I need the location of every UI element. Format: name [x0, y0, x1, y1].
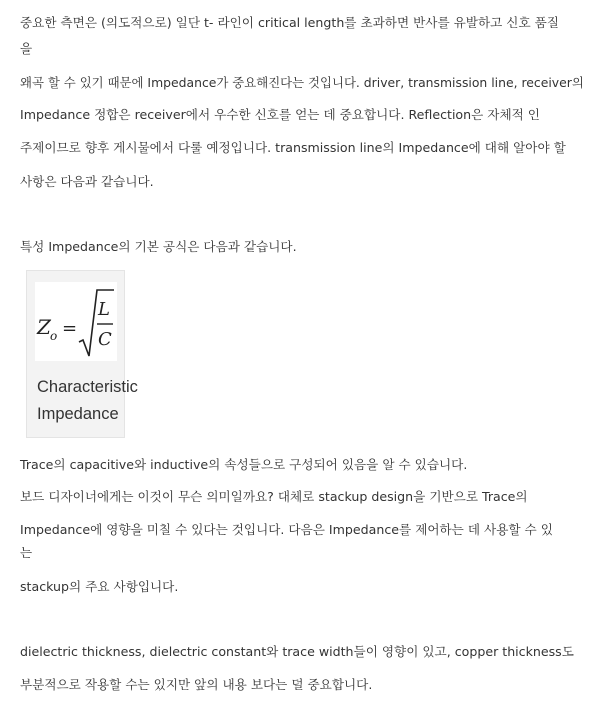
impedance-formula-figure	[26, 270, 138, 438]
paragraph-line: 주제이므로 향후 게시물에서 다룰 예정입니다. transmission line의 Impedance에 대해 알아야 할	[20, 140, 566, 155]
formula-z-symbol: Z	[37, 315, 51, 339]
formula-numerator: L	[98, 299, 110, 320]
paragraph-line: Trace의 capacitive와 inductive의 속성들으로 구성되어 있음을 알 수 있습니다.	[20, 457, 468, 472]
formula-equals: =	[62, 318, 78, 339]
paragraph-line: 을	[20, 41, 33, 56]
paragraph-line: 중요한 측면은 (의도적으로) 일단 t- 라인이 critical length를 초과하면 반사를 유발하고 신호 품질	[20, 15, 559, 30]
figure-caption-line2: Impedance	[37, 405, 119, 423]
paragraph-line: dielectric thickness, dielectric constant와 trace width들이 영향이 있고, copper thickness도	[20, 644, 574, 659]
sqrt-formula-graphic	[35, 282, 117, 361]
formula-denominator: C	[98, 329, 112, 350]
paragraph-line: Impedance 정합은 receiver에서 우수한 신호를 얻는 데 중요합니다. Reflection은 자체적 인	[20, 107, 540, 122]
figure-caption-line1: Characteristic	[37, 378, 138, 396]
paragraph-line: 부분적으로 작용할 수는 있지만 앞의 내용 보다는 덜 중요합니다.	[20, 677, 373, 692]
paragraph-line: 특성 Impedance의 기본 공식은 다음과 같습니다.	[20, 239, 297, 254]
paragraph-line: 는	[20, 545, 33, 560]
paragraph-line: 사항은 다음과 같습니다.	[20, 174, 154, 189]
paragraph-line: 보드 디자이너에게는 이것이 무슨 의미일까요? 대체로 stackup design을 기반으로 Trace의	[20, 489, 528, 504]
formula-image	[35, 282, 117, 361]
paragraph-line: Impedance에 영향을 미칠 수 있다는 것입니다. 다음은 Impedance를 제어하는 데 사용할 수 있	[20, 522, 553, 537]
formula-z-subscript: o	[50, 329, 58, 343]
paragraph-line: stackup의 주요 사항입니다.	[20, 579, 179, 594]
paragraph-line: 왜곡 할 수 있기 때문에 Impedance가 중요해진다는 것입니다. driver, transmission line, receiver의	[20, 75, 584, 90]
